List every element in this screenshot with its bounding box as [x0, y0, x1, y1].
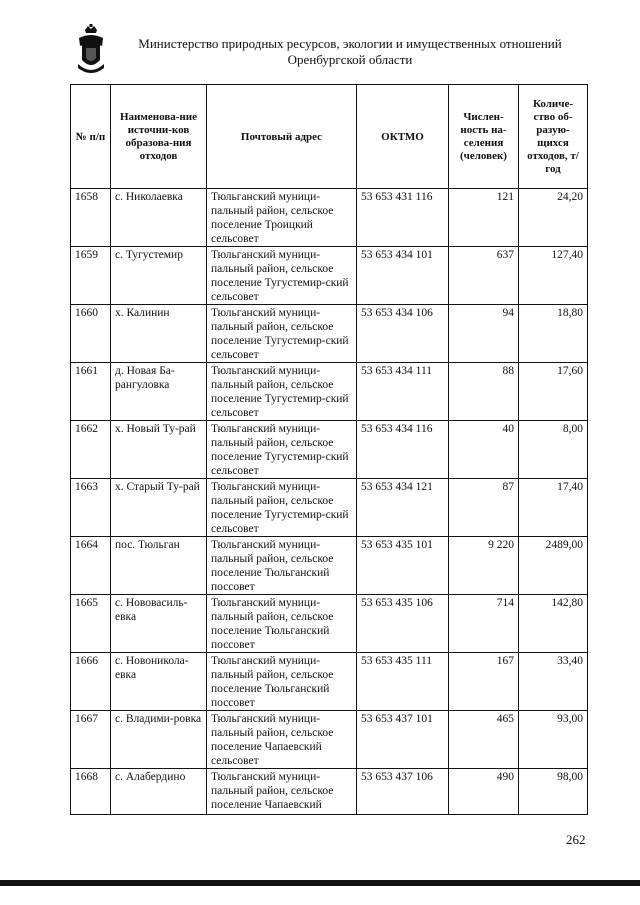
row-source-name: х. Новый Ту-рай: [111, 421, 207, 479]
row-oktmo: 53 653 437 101: [357, 711, 449, 769]
col-header-postal-address: Почтовый адрес: [207, 85, 357, 189]
row-oktmo: 53 653 434 101: [357, 247, 449, 305]
row-source-name: с. Нововасиль-евка: [111, 595, 207, 653]
row-oktmo: 53 653 434 106: [357, 305, 449, 363]
col-header-number: № п/п: [71, 85, 111, 189]
row-address: Тюльганский муници-пальный район, сельское поселение Тюльганский поссовет: [207, 653, 357, 711]
row-waste: 18,80: [519, 305, 588, 363]
row-waste: 17,40: [519, 479, 588, 537]
row-oktmo: 53 653 431 116: [357, 189, 449, 247]
row-oktmo: 53 653 435 101: [357, 537, 449, 595]
col-header-source-name: Наименова-ние источни-ков образова-ния отходов: [111, 85, 207, 189]
row-address: Тюльганский муници-пальный район, сельское поселение Тугустемир-ский сельсовет: [207, 247, 357, 305]
row-source-name: с. Тугустемир: [111, 247, 207, 305]
row-waste: 17,60: [519, 363, 588, 421]
header-ministry: Министерство природных ресурсов, экологии и имущественных отношений: [138, 36, 562, 51]
row-address: Тюльганский муници-пальный район, сельское поселение Тугустемир-ский сельсовет: [207, 305, 357, 363]
row-waste: 8,00: [519, 421, 588, 479]
row-waste: 24,20: [519, 189, 588, 247]
table-row: [71, 711, 588, 769]
row-oktmo: 53 653 435 106: [357, 595, 449, 653]
waste-sources-table: [70, 84, 588, 815]
table-row: [71, 421, 588, 479]
row-oktmo: 53 653 437 106: [357, 769, 449, 815]
row-population: 714: [449, 595, 519, 653]
table-row: [71, 363, 588, 421]
table-row: [71, 479, 588, 537]
document-header: [120, 36, 580, 68]
row-waste: 142,80: [519, 595, 588, 653]
table-row: [71, 653, 588, 711]
table-row: [71, 537, 588, 595]
row-waste: 127,40: [519, 247, 588, 305]
row-source-name: х. Старый Ту-рай: [111, 479, 207, 537]
row-source-name: с. Николаевка: [111, 189, 207, 247]
row-population: 167: [449, 653, 519, 711]
row-number: 1665: [71, 595, 111, 653]
row-address: Тюльганский муници-пальный район, сельское поселение Тугустемир-ский сельсовет: [207, 421, 357, 479]
row-number: 1660: [71, 305, 111, 363]
row-number: 1668: [71, 769, 111, 815]
row-population: 465: [449, 711, 519, 769]
table-row: [71, 305, 588, 363]
row-number: 1664: [71, 537, 111, 595]
row-address: Тюльганский муници-пальный район, сельское поселение Чапаевский сельсовет: [207, 711, 357, 769]
row-source-name: с. Владими-ровка: [111, 711, 207, 769]
row-source-name: д. Новая Ба-рангуловка: [111, 363, 207, 421]
coat-of-arms-icon: [76, 24, 106, 74]
row-population: 121: [449, 189, 519, 247]
row-population: 637: [449, 247, 519, 305]
row-source-name: пос. Тюльган: [111, 537, 207, 595]
row-address: Тюльганский муници-пальный район, сельское поселение Тюльганский поссовет: [207, 595, 357, 653]
row-population: 87: [449, 479, 519, 537]
row-address: Тюльганский муници-пальный район, сельское поселение Чапаевский: [207, 769, 357, 815]
row-address: Тюльганский муници-пальный район, сельское поселение Тюльганский поссовет: [207, 537, 357, 595]
row-number: 1661: [71, 363, 111, 421]
row-waste: 2489,00: [519, 537, 588, 595]
row-source-name: с. Алабердино: [111, 769, 207, 815]
table-row: [71, 769, 588, 815]
bottom-scan-bar: [0, 880, 640, 886]
row-population: 40: [449, 421, 519, 479]
row-population: 94: [449, 305, 519, 363]
row-source-name: с. Новоникола-евка: [111, 653, 207, 711]
header-region: Оренбургской области: [287, 52, 413, 67]
row-number: 1663: [71, 479, 111, 537]
row-number: 1662: [71, 421, 111, 479]
table-row: [71, 247, 588, 305]
table-header-row: [71, 85, 588, 189]
row-waste: 93,00: [519, 711, 588, 769]
row-address: Тюльганский муници-пальный район, сельское поселение Троицкий сельсовет: [207, 189, 357, 247]
col-header-population: Числен-ность на-селения (человек): [449, 85, 519, 189]
row-population: 9 220: [449, 537, 519, 595]
row-number: 1659: [71, 247, 111, 305]
row-address: Тюльганский муници-пальный район, сельское поселение Тугустемир-ский сельсовет: [207, 363, 357, 421]
row-waste: 98,00: [519, 769, 588, 815]
col-header-oktmo: ОКТМО: [357, 85, 449, 189]
row-oktmo: 53 653 434 116: [357, 421, 449, 479]
row-source-name: х. Калинин: [111, 305, 207, 363]
row-population: 88: [449, 363, 519, 421]
row-address: Тюльганский муници-пальный район, сельское поселение Тугустемир-ский сельсовет: [207, 479, 357, 537]
col-header-waste-amount: Количе-ство об-разую-щихся отходов, т/год: [519, 85, 588, 189]
row-oktmo: 53 653 435 111: [357, 653, 449, 711]
row-population: 490: [449, 769, 519, 815]
page-number: 262: [566, 832, 586, 847]
table-row: [71, 595, 588, 653]
row-number: 1667: [71, 711, 111, 769]
row-oktmo: 53 653 434 111: [357, 363, 449, 421]
row-number: 1658: [71, 189, 111, 247]
table-row: [71, 189, 588, 247]
row-oktmo: 53 653 434 121: [357, 479, 449, 537]
row-number: 1666: [71, 653, 111, 711]
row-waste: 33,40: [519, 653, 588, 711]
